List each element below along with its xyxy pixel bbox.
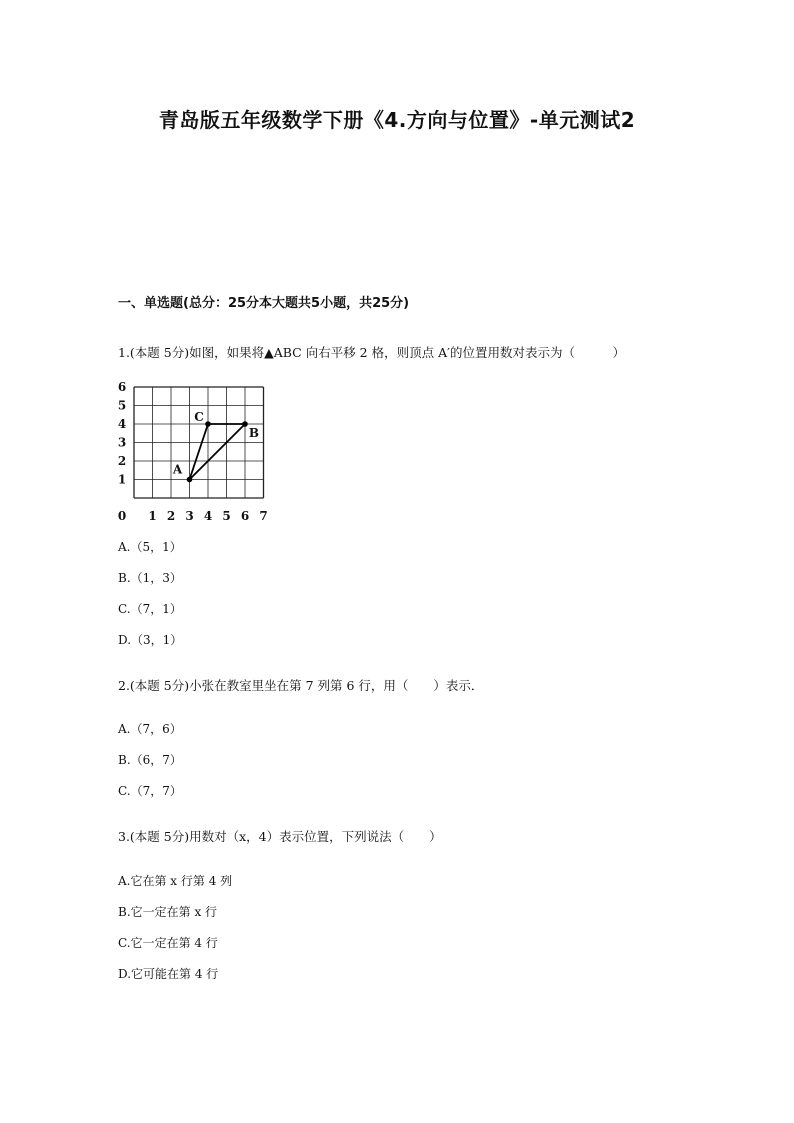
triangle-abc — [190, 424, 246, 480]
y-tick-label: 5 — [117, 398, 127, 413]
vertex-points — [172, 410, 259, 482]
x-tick-label: 7 — [259, 509, 268, 523]
option-3-c[interactable]: C.它一定在第 4 行 — [118, 936, 218, 950]
x-tick-label: 2 — [166, 509, 176, 523]
option-1-d[interactable]: D.（3，1） — [118, 633, 183, 647]
y-tick-label: 6 — [117, 380, 127, 394]
y-tick-label: 2 — [117, 454, 127, 468]
option-2-c[interactable]: C.（7，7） — [118, 784, 182, 798]
option-3-b[interactable]: B.它一定在第 x 行 — [118, 905, 218, 919]
x-tick-label: 0 — [117, 509, 127, 523]
point-label-a: A — [172, 462, 183, 477]
option-3-a[interactable]: A.它在第 x 行第 4 列 — [118, 874, 233, 888]
point-c — [205, 421, 211, 427]
question-3: 3.(本题 5分)用数对（x，4）表示位置，下列说法（ ） — [118, 829, 442, 844]
point-b — [242, 421, 248, 427]
x-tick-label: 5 — [222, 509, 231, 523]
point-label-c: C — [194, 410, 204, 424]
section-heading: 一、单选题(总分：25分本大题共5小题，共25分) — [118, 296, 410, 311]
option-2-b[interactable]: B.（6，7） — [118, 753, 182, 767]
option-1-a[interactable]: A.（5，1） — [118, 540, 182, 554]
x-tick-label: 4 — [203, 509, 213, 523]
point-a — [187, 477, 193, 483]
grid-lines — [134, 387, 264, 498]
point-label-b: B — [248, 426, 260, 440]
y-tick-label: 4 — [117, 417, 127, 431]
page-title: 青岛版五年级数学下册《4.方向与位置》-单元测试2 — [158, 108, 636, 132]
option-3-d[interactable]: D.它可能在第 4 行 — [118, 967, 219, 981]
y-tick-label: 1 — [117, 472, 127, 487]
question-1: 1.(本题 5分)如图，如果将▲ABC 向右平移 2 格，则顶点 A′的位置用数对表示为（ ） — [118, 345, 625, 360]
x-tick-label: 1 — [148, 509, 157, 523]
y-tick-label: 3 — [117, 435, 127, 450]
option-2-a[interactable]: A.（7，6） — [118, 722, 182, 736]
x-tick-label: 6 — [240, 509, 250, 523]
question-2: 2.(本题 5分)小张在教室里坐在第 7 列第 6 行，用（ ）表示． — [118, 678, 484, 693]
coordinate-grid-figure — [112, 376, 287, 523]
option-1-c[interactable]: C.（7，1） — [118, 602, 182, 616]
x-tick-label: 3 — [185, 509, 194, 523]
option-1-b[interactable]: B.（1，3） — [118, 571, 182, 585]
